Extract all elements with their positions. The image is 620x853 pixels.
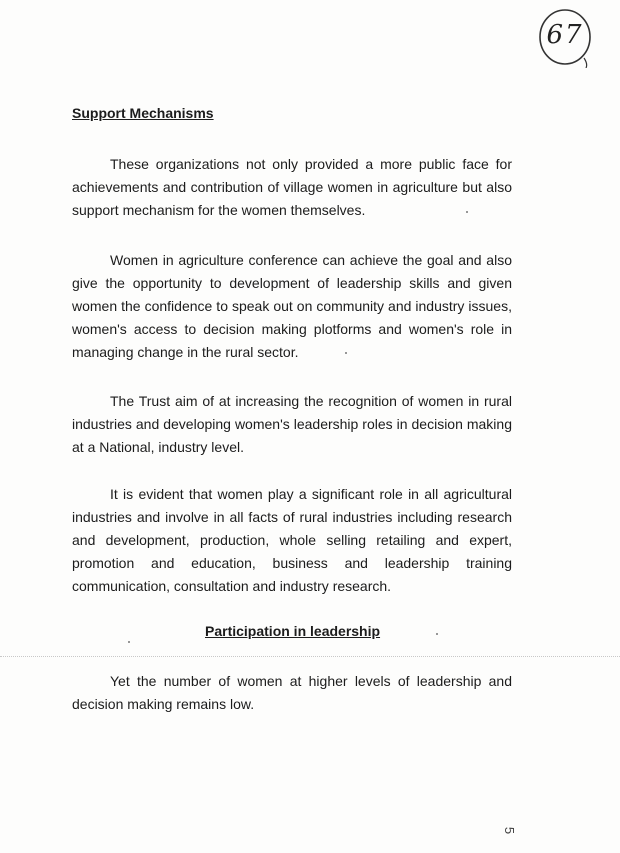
paragraph-conference: Women in agriculture conference can achieve the goal and also give the opportunity to development of leadership skills and given women the confidence to speak out on community and industry issues, women's access to decision making plotforms and women's role in managing change in the rural sector. <box>72 252 512 360</box>
scan-speck <box>128 641 130 643</box>
handwritten-page-number <box>536 6 594 68</box>
paragraph-evident-role: It is evident that women play a significant role in all agricultural industries and involve in all facts of rural industries including research and development, production, whole selling retailing and expert, promotion and education, business and leadership training communication, consultation and industry research. <box>72 486 512 594</box>
scan-speck <box>345 352 347 354</box>
section-heading-participation: Participation in leadership <box>205 623 381 639</box>
scan-speck <box>436 633 438 635</box>
page-number-text: 67 <box>546 20 584 50</box>
paragraph-organizations: These organizations not only provided a more public face for achievements and contribution of village women in agriculture but also support mechanism for the women themselves. <box>72 156 512 218</box>
section-heading-support-mechanisms: Support Mechanisms <box>72 105 214 121</box>
scan-speck <box>466 211 468 213</box>
scan-artifact-line <box>0 656 620 659</box>
footer-page-mark: 5 <box>502 826 518 835</box>
paragraph-women-leadership-low: Yet the number of women at higher levels of leadership and decision making remains low. <box>72 673 512 712</box>
paragraph-trust: The Trust aim of at increasing the recognition of women in rural industries and developing women's leadership roles in decision making at a National, industry level. <box>72 393 512 455</box>
